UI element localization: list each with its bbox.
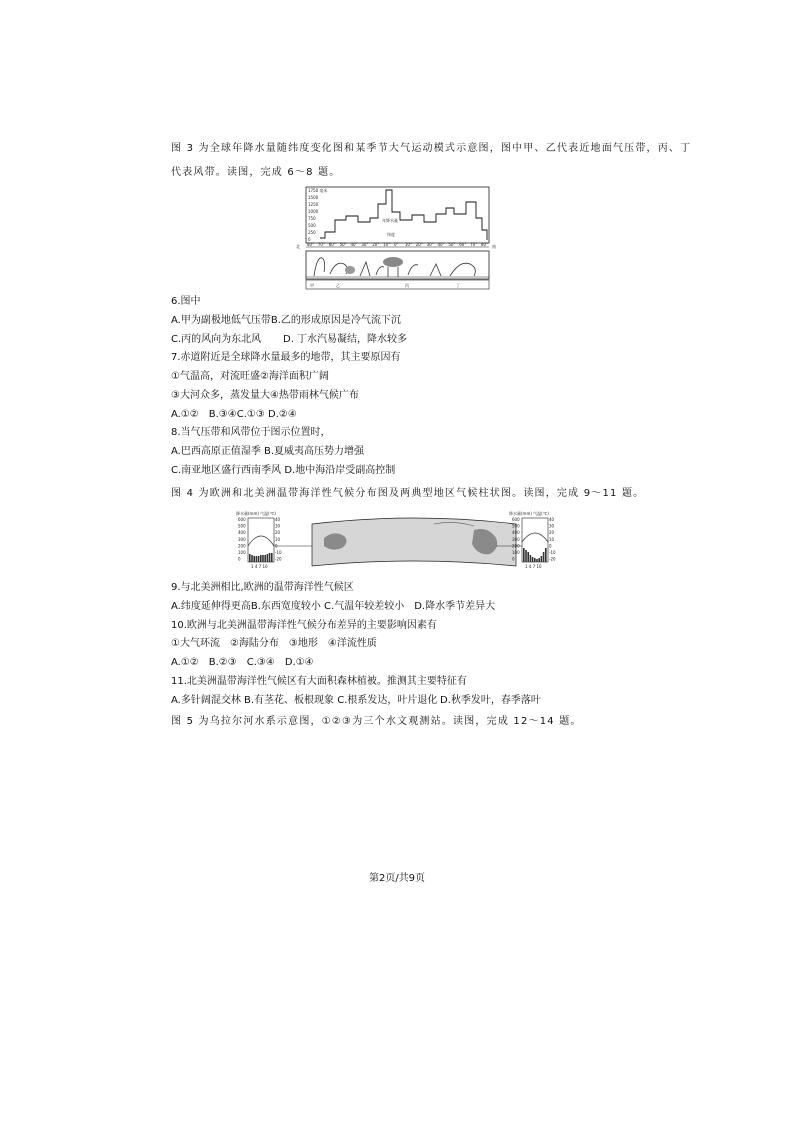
q7-line2: ③大河众多，蒸发量大④热带雨林气候广布	[171, 390, 359, 401]
figure-3	[290, 186, 500, 290]
figure-4	[234, 510, 574, 572]
fig4-left-header: 降水量(mm) 气温(℃)	[236, 511, 276, 516]
q10-stem: 10.欧洲与北美洲温带海洋性气候分布差异的主要影响因素有	[171, 620, 437, 631]
fig4-left-temp-tick: 10	[275, 536, 281, 542]
fig3-xtick: 30°	[361, 242, 369, 247]
fig4-right-precip-tick: 500	[512, 523, 520, 529]
fig3-xtick: 20°	[372, 242, 380, 247]
fig4-left-precip-tick: 0	[238, 556, 241, 562]
q11-stem: 11.北美洲温带海洋性气候区有大面积森林植被。推测其主要特征有	[171, 676, 467, 687]
fig4-right-precip-tick: 200	[512, 543, 520, 549]
q9-options: A.纬度延伸得更高B.东西宽度较小 C.气温年较差较小 D.降水季节差异大	[171, 601, 496, 612]
fig3-xtick: 0°	[394, 242, 399, 247]
fig4-left-precip-tick: 400	[238, 530, 246, 536]
fig4-right-temp-tick: 40	[549, 517, 555, 522]
q7-options: A.①② B.③④C.①③ D.②④	[171, 409, 297, 420]
fig3-precip-curve	[320, 190, 487, 240]
fig4-left-precip-tick: 500	[238, 523, 246, 529]
q7-line1: ①气温高，对流旺盛②海洋面积广阔	[171, 371, 329, 382]
fig4-left-precip-tick: 200	[238, 543, 246, 549]
fig4-left-temp-tick: 0	[275, 543, 278, 549]
fig3-series-label: 年降水量	[382, 218, 398, 223]
q11-options-abc: A.多针阔混交林 B.有茎花、板根现象 C.根系发达，叶片退化	[171, 695, 438, 706]
fig4-left-temp-tick: 40	[275, 517, 281, 522]
fig3-ytick-2: 1250	[308, 202, 319, 207]
figure-3-svg	[290, 186, 500, 290]
fig4-left-bars	[249, 553, 273, 562]
fig3-xtick: 80°	[307, 242, 315, 247]
fig3-xtick: 10°	[383, 242, 391, 247]
fig3-xaxis-label: 纬度	[387, 232, 395, 237]
fig3-ytick-5: 500	[308, 223, 316, 228]
fig4-right-temp-tick: 0	[549, 543, 552, 549]
fig4-right-bars	[523, 548, 547, 562]
fig3-north-label: 北	[296, 244, 300, 249]
fig4-right-months: 1 4 7 10	[525, 564, 542, 569]
fig3-xtick: 70°	[470, 242, 478, 247]
q8-stem: 8.当气压带和风带位于图示位置时，	[171, 427, 331, 438]
q11-option-d: D.秋季发叶，春季落叶	[440, 695, 541, 706]
fig4-left-temp-tick: 20	[275, 530, 281, 536]
fig3-south-label: 南	[492, 244, 496, 249]
q6-option-d: D. 丁水汽易凝结，降水较多	[283, 334, 408, 345]
fig4-right-precip-tick: 600	[512, 517, 520, 522]
fig3-xtick: 30°	[426, 242, 434, 247]
fig4-left-precip-tick: 300	[238, 536, 246, 542]
fig4-right-precip-tick: 400	[512, 530, 520, 536]
fig3-belt-bing: 丙	[405, 283, 409, 288]
fig3-ytick-1: 1500	[308, 195, 319, 200]
q8-line1: A.巴西高原正值湿季 B.夏威夷高压势力增强	[171, 446, 365, 457]
page-number: 第2页/共9页	[368, 873, 426, 884]
q10-options: A.①② B.②③ C.③④ D.①④	[171, 657, 314, 668]
fig3-xtick: 40°	[350, 242, 358, 247]
q8-line2: C.南亚地区盛行西南季风 D.地中海沿岸受副高控制	[171, 465, 396, 476]
fig4-left-precip-tick: 100	[238, 550, 246, 555]
fig3-belt-jia: 甲	[310, 283, 314, 288]
fig3-ytick-4: 750	[308, 216, 316, 221]
fig4-left-temp-tick: 30	[275, 523, 281, 529]
fig4-right-temp-tick: -10	[549, 550, 556, 555]
fig3-ytick-0: 1750 毫米	[308, 188, 328, 193]
fig3-ytick-3: 1000	[308, 209, 319, 214]
fig3-belt-yi: 乙	[336, 283, 340, 288]
intro-fig5: 图 5 为乌拉尔河水系示意图，①②③为三个水文观测站。读图，完成 12～14 题。	[171, 716, 582, 727]
intro-fig4: 图 4 为欧洲和北美洲温带海洋性气候分布图及两典型地区气候柱状图。读图，完成 9～11 题。	[171, 488, 645, 499]
fig3-xtick: 50°	[339, 242, 347, 247]
figure-4-svg	[234, 510, 574, 572]
fig3-xtick: 60°	[328, 242, 336, 247]
fig4-left-temp-tick: -10	[275, 550, 282, 555]
fig4-right-precip-tick: 300	[512, 536, 520, 542]
fig4-left-months: 1 4 7 10	[251, 564, 268, 569]
fig3-xtick: 10°	[404, 242, 412, 247]
q6-stem: 6.图中	[171, 296, 201, 307]
fig4-right-temp-tick: -20	[549, 556, 556, 562]
fig3-xtick: 60°	[459, 242, 467, 247]
fig3-xtick: 40°	[437, 242, 445, 247]
intro-fig3-line2: 代表风带。读图，完成 6～8 题。	[171, 167, 341, 178]
intro-fig3-line1: 图 3 为全球年降水量随纬度变化图和某季节大气运动模式示意图，图中甲、乙代表近地面气压带，丙、丁	[171, 143, 692, 154]
fig3-ytick-7: 0	[308, 237, 311, 242]
fig3-xtick: 80°	[481, 242, 489, 247]
fig3-belt-ding: 丁	[456, 283, 460, 288]
q6-option-c: C.丙的风向为东北风	[171, 334, 262, 345]
fig3-xtick: 20°	[415, 242, 423, 247]
fig4-right-precip-tick: 0	[512, 556, 515, 562]
fig4-left-precip-tick: 600	[238, 517, 246, 522]
fig4-right-temp-tick: 20	[549, 530, 555, 536]
fig4-left-temp-tick: -20	[275, 556, 282, 562]
fig3-xtick: 50°	[448, 242, 456, 247]
q6-options-ab: A.甲为副极地低气压带B.乙的形成原因是冷气流下沉	[171, 315, 401, 326]
fig4-right-temp-tick: 10	[549, 536, 555, 542]
fig4-right-header: 降水量(mm) 气温(℃)	[509, 511, 549, 516]
fig3-ytick-6: 250	[308, 230, 316, 235]
q10-line1: ①大气环流 ②海陆分布 ③地形 ④洋流性质	[171, 638, 377, 649]
fig4-right-precip-tick: 100	[512, 550, 520, 555]
q7-stem: 7.赤道附近是全球降水量最多的地带，其主要原因有	[171, 352, 401, 363]
fig4-right-temp-tick: 30	[549, 523, 555, 529]
q9-stem: 9.与北美洲相比,欧洲的温带海洋性气候区	[171, 582, 354, 593]
fig3-xtick: 70°	[317, 242, 325, 247]
